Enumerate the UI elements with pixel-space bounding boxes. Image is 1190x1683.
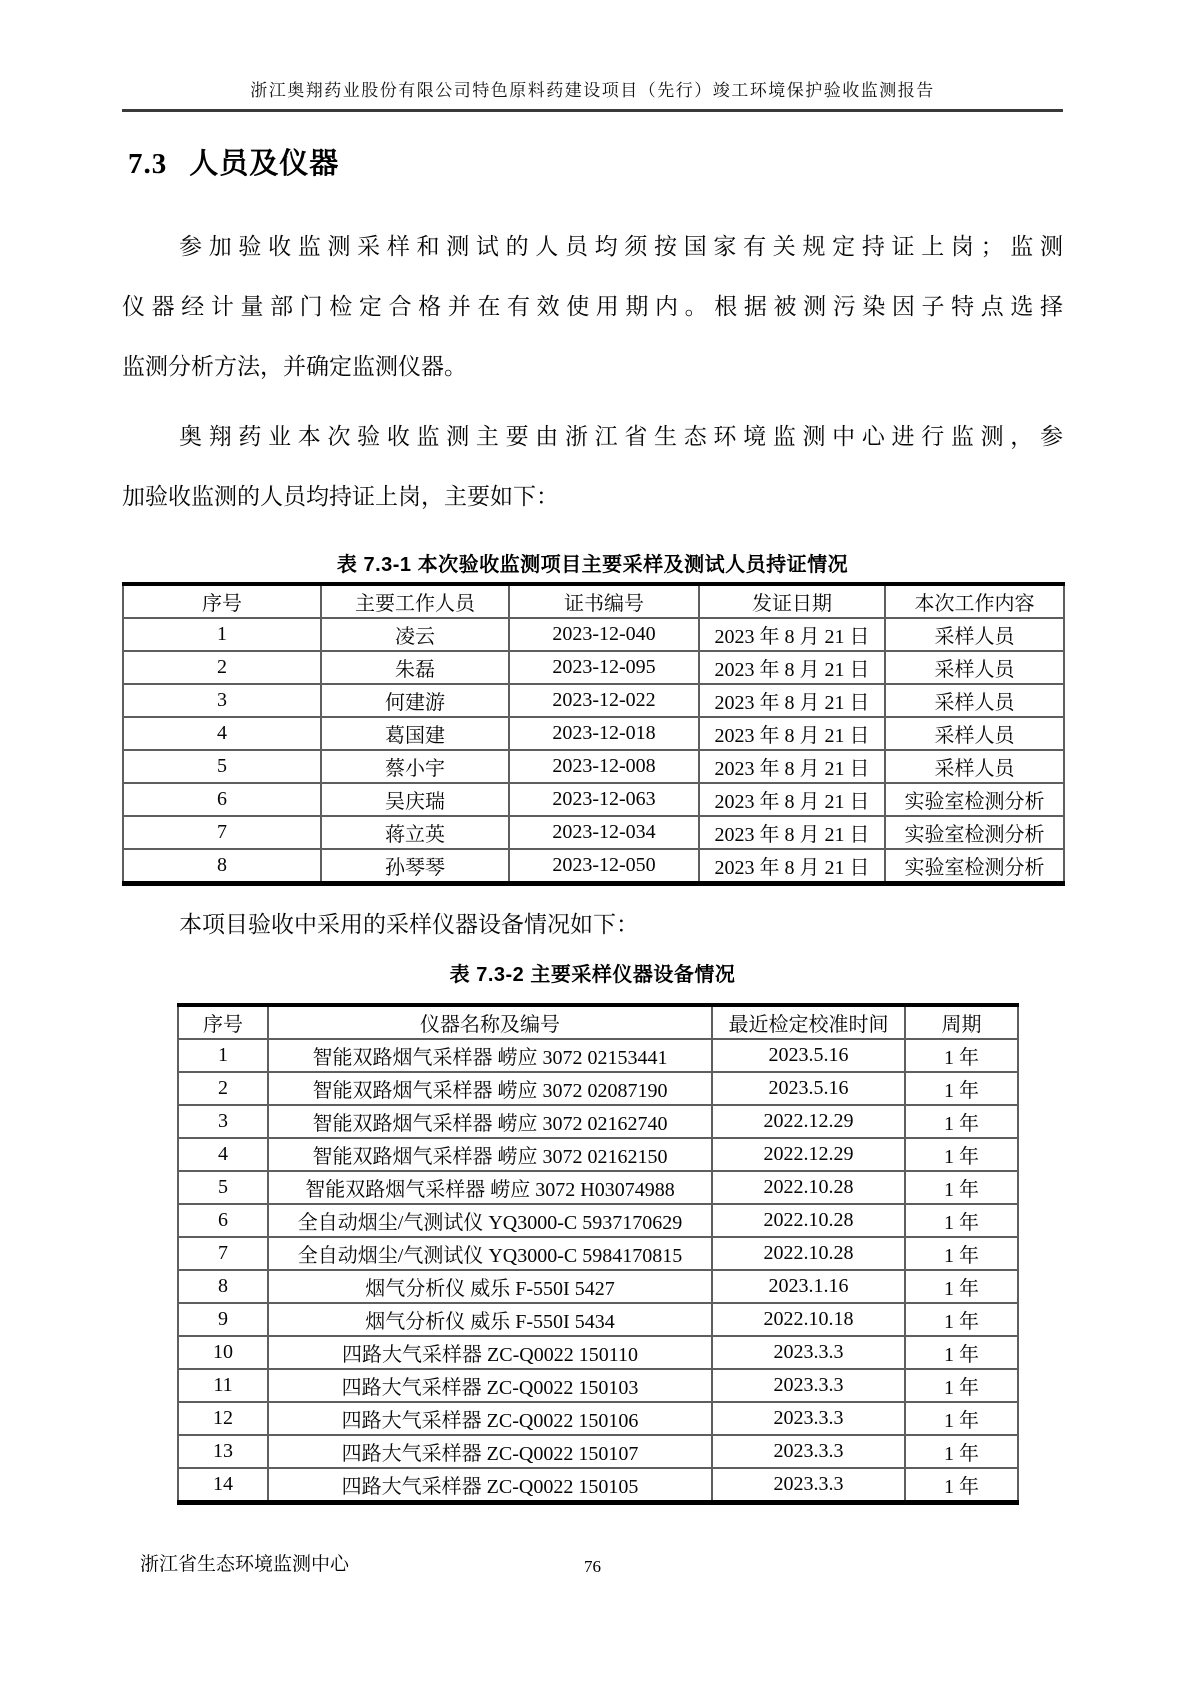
column-header: 序号 bbox=[123, 584, 321, 618]
table-cell: 实验室检测分析 bbox=[885, 816, 1064, 849]
table-cell: 2023-12-008 bbox=[509, 750, 699, 783]
table-cell: 3 bbox=[178, 1105, 268, 1138]
table-cell: 13 bbox=[178, 1435, 268, 1468]
table-cell: 2 bbox=[123, 651, 321, 684]
header-title: 浙江奥翔药业股份有限公司特色原料药建设项目（先行）竣工环境保护验收监测报告 bbox=[250, 81, 935, 100]
table-cell: 5 bbox=[178, 1171, 268, 1204]
paragraph-personnel-requirements bbox=[122, 217, 1063, 397]
section-title bbox=[128, 145, 1063, 183]
column-header: 主要工作人员 bbox=[321, 584, 509, 618]
table-cell: 烟气分析仪 威乐 F-550I 5427 bbox=[268, 1270, 712, 1303]
table-cell: 1 年 bbox=[905, 1336, 1018, 1369]
table-row bbox=[178, 1270, 1018, 1303]
table-cell: 6 bbox=[123, 783, 321, 816]
table-row bbox=[178, 1369, 1018, 1402]
table-cell: 2023.3.3 bbox=[712, 1402, 905, 1435]
text-line: 奥翔药业本次验收监测主要由浙江省生态环境监测中心进行监测，参 bbox=[179, 424, 1063, 449]
table-cell: 2023-12-022 bbox=[509, 684, 699, 717]
table-cell: 10 bbox=[178, 1336, 268, 1369]
column-header: 本次工作内容 bbox=[885, 584, 1064, 618]
table-cell: 四路大气采样器 ZC-Q0022 150105 bbox=[268, 1468, 712, 1503]
table-row bbox=[123, 618, 1064, 651]
column-header: 证书编号 bbox=[509, 584, 699, 618]
table-cell: 2023 年 8 月 21 日 bbox=[699, 651, 885, 684]
table-row bbox=[123, 816, 1064, 849]
table-cell: 2023 年 8 月 21 日 bbox=[699, 783, 885, 816]
table-cell: 凌云 bbox=[321, 618, 509, 651]
section-title-text: 人员及仪器 bbox=[189, 148, 340, 180]
table-cell: 四路大气采样器 ZC-Q0022 150106 bbox=[268, 1402, 712, 1435]
table-cell: 7 bbox=[123, 816, 321, 849]
table-cell: 2023 年 8 月 21 日 bbox=[699, 717, 885, 750]
table-cell: 2023 年 8 月 21 日 bbox=[699, 684, 885, 717]
table-row bbox=[123, 750, 1064, 783]
paragraph-sampling-equipment: 本项目验收中采用的采样仪器设备情况如下： bbox=[179, 912, 639, 937]
page-number: 76 bbox=[584, 1557, 601, 1576]
table-row bbox=[178, 1138, 1018, 1171]
table-cell: 2022.10.18 bbox=[712, 1303, 905, 1336]
table-cell: 8 bbox=[178, 1270, 268, 1303]
table-cell: 全自动烟尘/气测试仪 YQ3000-C 5984170815 bbox=[268, 1237, 712, 1270]
table-cell: 智能双路烟气采样器 崂应 3072 02087190 bbox=[268, 1072, 712, 1105]
table-cell: 1 年 bbox=[905, 1237, 1018, 1270]
table-cell: 2022.10.28 bbox=[712, 1171, 905, 1204]
table-cell: 7 bbox=[178, 1237, 268, 1270]
sampling-instrument-table bbox=[177, 1003, 1019, 1505]
table-cell: 2022.12.29 bbox=[712, 1138, 905, 1171]
table-header-row bbox=[178, 1005, 1018, 1039]
table-cell: 1 bbox=[178, 1039, 268, 1072]
table-row bbox=[178, 1435, 1018, 1468]
table-cell: 智能双路烟气采样器 崂应 3072 02153441 bbox=[268, 1039, 712, 1072]
content bbox=[122, 145, 1063, 1505]
table-cell: 葛国建 bbox=[321, 717, 509, 750]
table-cell: 2022.10.28 bbox=[712, 1204, 905, 1237]
table2-caption: 表 7.3-2 主要采样仪器设备情况 bbox=[449, 964, 736, 986]
text-line: 参加验收监测采样和测试的人员均须按国家有关规定持证上岗；监测 bbox=[179, 234, 1063, 259]
table-cell: 9 bbox=[178, 1303, 268, 1336]
table-cell: 朱磊 bbox=[321, 651, 509, 684]
table-cell: 2023-12-034 bbox=[509, 816, 699, 849]
table-cell: 11 bbox=[178, 1369, 268, 1402]
table-row bbox=[178, 1336, 1018, 1369]
table-cell: 1 年 bbox=[905, 1105, 1018, 1138]
table-cell: 2023-12-018 bbox=[509, 717, 699, 750]
table-cell: 实验室检测分析 bbox=[885, 849, 1064, 884]
page-header bbox=[122, 0, 1063, 112]
table-cell: 1 年 bbox=[905, 1138, 1018, 1171]
table-cell: 实验室检测分析 bbox=[885, 783, 1064, 816]
table-cell: 1 年 bbox=[905, 1204, 1018, 1237]
table-cell: 全自动烟尘/气测试仪 YQ3000-C 5937170629 bbox=[268, 1204, 712, 1237]
table-cell: 2023-12-040 bbox=[509, 618, 699, 651]
table-cell: 2023 年 8 月 21 日 bbox=[699, 750, 885, 783]
table-cell: 1 年 bbox=[905, 1369, 1018, 1402]
table-cell: 采样人员 bbox=[885, 618, 1064, 651]
table-cell: 2023 年 8 月 21 日 bbox=[699, 816, 885, 849]
table-cell: 孙琴琴 bbox=[321, 849, 509, 884]
section-number: 7.3 bbox=[128, 148, 168, 180]
table-cell: 2023-12-063 bbox=[509, 783, 699, 816]
table-cell: 2022.12.29 bbox=[712, 1105, 905, 1138]
table-cell: 蒋立英 bbox=[321, 816, 509, 849]
table-row bbox=[123, 684, 1064, 717]
table-row bbox=[123, 783, 1064, 816]
footer-organization: 浙江省生态环境监测中心 bbox=[140, 1554, 350, 1575]
table-cell: 1 年 bbox=[905, 1402, 1018, 1435]
table-cell: 四路大气采样器 ZC-Q0022 150110 bbox=[268, 1336, 712, 1369]
table-cell: 采样人员 bbox=[885, 750, 1064, 783]
table-row bbox=[123, 651, 1064, 684]
table-cell: 3 bbox=[123, 684, 321, 717]
table-cell: 1 bbox=[123, 618, 321, 651]
table-row bbox=[178, 1171, 1018, 1204]
table-cell: 2023.5.16 bbox=[712, 1039, 905, 1072]
table-cell: 5 bbox=[123, 750, 321, 783]
table-cell: 四路大气采样器 ZC-Q0022 150107 bbox=[268, 1435, 712, 1468]
text-line: 加验收监测的人员均持证上岗，主要如下： bbox=[122, 484, 559, 509]
table-row bbox=[178, 1105, 1018, 1138]
table-cell: 4 bbox=[123, 717, 321, 750]
table-header-row bbox=[123, 584, 1064, 618]
table-cell: 采样人员 bbox=[885, 651, 1064, 684]
table-row bbox=[178, 1468, 1018, 1503]
table-cell: 12 bbox=[178, 1402, 268, 1435]
table-cell: 1 年 bbox=[905, 1435, 1018, 1468]
table-row bbox=[178, 1204, 1018, 1237]
table-cell: 1 年 bbox=[905, 1072, 1018, 1105]
table-cell: 2023 年 8 月 21 日 bbox=[699, 618, 885, 651]
text-line: 监测分析方法，并确定监测仪器。 bbox=[122, 354, 467, 379]
table-cell: 四路大气采样器 ZC-Q0022 150103 bbox=[268, 1369, 712, 1402]
table-cell: 采样人员 bbox=[885, 717, 1064, 750]
table-row bbox=[123, 849, 1064, 884]
table-cell: 2023-12-095 bbox=[509, 651, 699, 684]
table-cell: 吴庆瑞 bbox=[321, 783, 509, 816]
column-header: 周期 bbox=[905, 1005, 1018, 1039]
table-row bbox=[123, 717, 1064, 750]
paragraph-monitoring-center bbox=[122, 407, 1063, 527]
table-cell: 2023 年 8 月 21 日 bbox=[699, 849, 885, 884]
table-cell: 8 bbox=[123, 849, 321, 884]
table-row bbox=[178, 1303, 1018, 1336]
table-cell: 何建游 bbox=[321, 684, 509, 717]
table-cell: 1 年 bbox=[905, 1171, 1018, 1204]
table-cell: 1 年 bbox=[905, 1303, 1018, 1336]
table-cell: 1 年 bbox=[905, 1468, 1018, 1503]
personnel-certification-table bbox=[122, 582, 1065, 886]
table-cell: 2 bbox=[178, 1072, 268, 1105]
table-cell: 2023.3.3 bbox=[712, 1369, 905, 1402]
table-cell: 2023.5.16 bbox=[712, 1072, 905, 1105]
table-cell: 2023.3.3 bbox=[712, 1435, 905, 1468]
table-cell: 2023.1.16 bbox=[712, 1270, 905, 1303]
table-cell: 1 年 bbox=[905, 1039, 1018, 1072]
table-row bbox=[178, 1237, 1018, 1270]
column-header: 序号 bbox=[178, 1005, 268, 1039]
table-cell: 1 年 bbox=[905, 1270, 1018, 1303]
table-cell: 智能双路烟气采样器 崂应 3072 H03074988 bbox=[268, 1171, 712, 1204]
header-rule bbox=[122, 109, 1063, 112]
table-cell: 2022.10.28 bbox=[712, 1237, 905, 1270]
table-cell: 4 bbox=[178, 1138, 268, 1171]
table-row bbox=[178, 1072, 1018, 1105]
table-cell: 蔡小宇 bbox=[321, 750, 509, 783]
table-cell: 2023.3.3 bbox=[712, 1336, 905, 1369]
table-cell: 2023-12-050 bbox=[509, 849, 699, 884]
table-cell: 采样人员 bbox=[885, 684, 1064, 717]
column-header: 发证日期 bbox=[699, 584, 885, 618]
table-cell: 2023.3.3 bbox=[712, 1468, 905, 1503]
table-row bbox=[178, 1402, 1018, 1435]
table-row bbox=[178, 1039, 1018, 1072]
text-line: 仪器经计量部门检定合格并在有效使用期内。根据被测污染因子特点选择 bbox=[122, 294, 1063, 319]
table-cell: 智能双路烟气采样器 崂应 3072 02162150 bbox=[268, 1138, 712, 1171]
column-header: 最近检定校准时间 bbox=[712, 1005, 905, 1039]
table1-caption: 表 7.3-1 本次验收监测项目主要采样及测试人员持证情况 bbox=[336, 554, 849, 576]
table-cell: 烟气分析仪 威乐 F-550I 5434 bbox=[268, 1303, 712, 1336]
column-header: 仪器名称及编号 bbox=[268, 1005, 712, 1039]
page-footer bbox=[122, 1553, 1063, 1577]
table-cell: 6 bbox=[178, 1204, 268, 1237]
table-cell: 14 bbox=[178, 1468, 268, 1503]
table-cell: 智能双路烟气采样器 崂应 3072 02162740 bbox=[268, 1105, 712, 1138]
